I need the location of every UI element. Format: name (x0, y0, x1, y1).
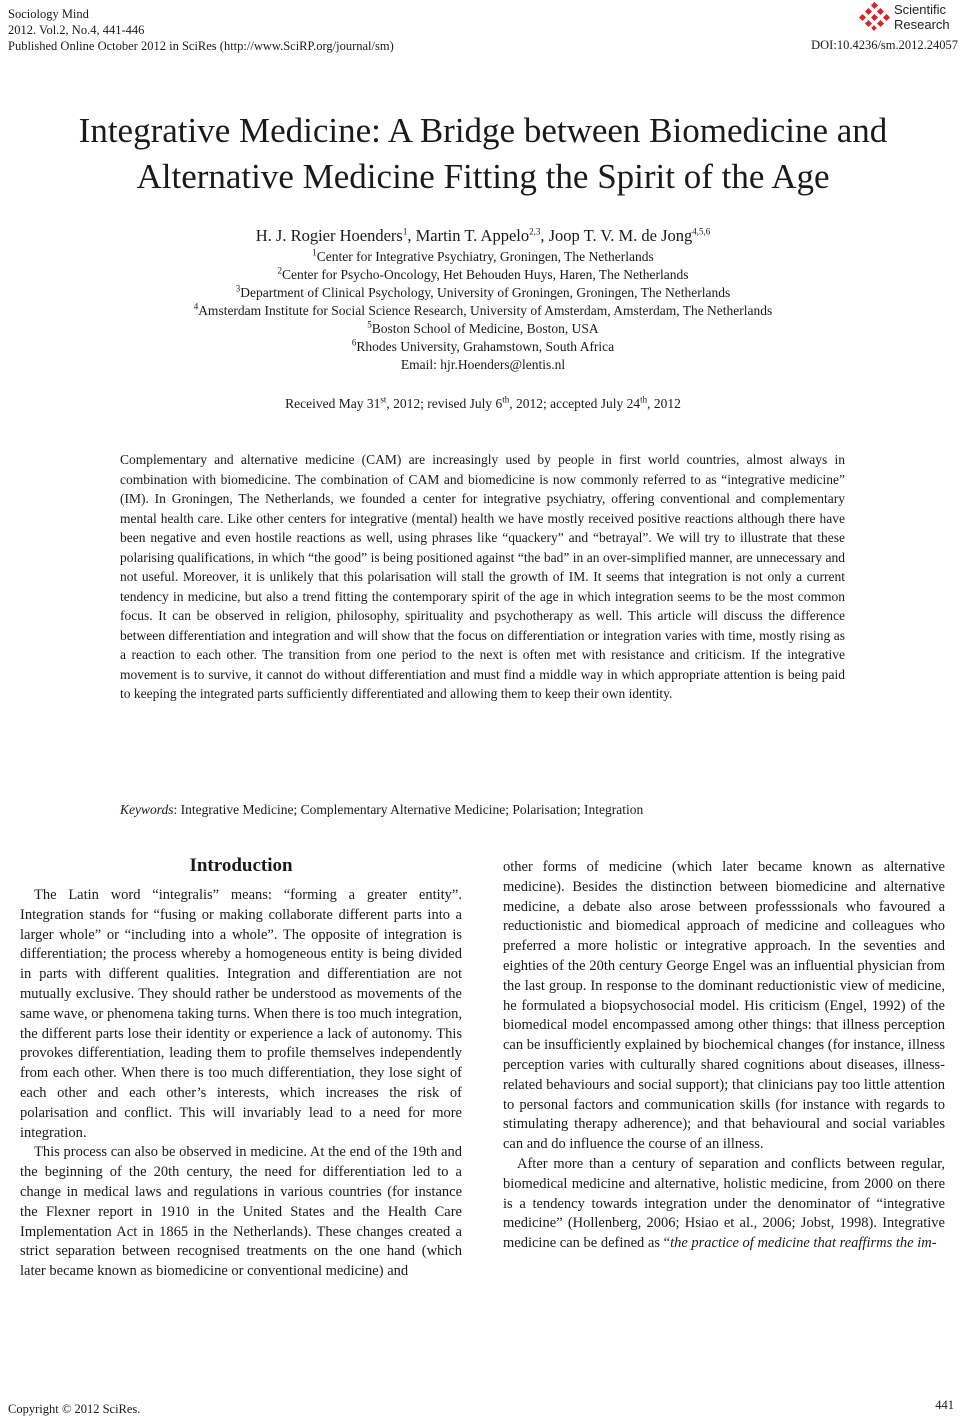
author-3-sup: 4,5,6 (692, 226, 711, 237)
affiliation-sup: 4 (193, 301, 199, 312)
paragraph-text: After more than a century of separation and conflicts between regular, biomedical medicine and alternative, holistic medicine, from 2000 on there is a tendency towards integration under the denominator of “integrative medicine” (Hollenberg, 2006; Hsiao et al., 2006; Jobst, 1998). Integrative medicine can be defined as “ (503, 1155, 945, 1252)
affiliation-text: Center for Integrative Psychiatry, Groningen, The Netherlands (316, 249, 654, 264)
title-line-2: Alternative Medicine Fitting the Spirit of the Age (136, 157, 830, 196)
journal-name: Sociology Mind (8, 7, 89, 21)
affiliation (0, 302, 966, 320)
received-sup: st (380, 394, 387, 405)
affiliation-sup: 3 (235, 283, 241, 294)
affiliation-sup: 6 (351, 337, 357, 348)
logo-line-2: Research (894, 17, 950, 32)
affiliation-text: Rhodes University, Grahamstown, South Africa (356, 339, 615, 354)
journal-header (8, 6, 394, 54)
keywords-list: : Integrative Medicine; Complementary Alternative Medicine; Polarisation; Integration (173, 802, 644, 817)
affiliation-text: Amsterdam Institute for Social Science Research, University of Amsterdam, Amsterdam, The Netherlands (198, 303, 773, 318)
affiliation-sup: 1 (312, 247, 317, 258)
accepted-year: , 2012 (647, 396, 681, 411)
journal-volume: 2012. Vol.2, No.4, 441-446 (8, 23, 145, 37)
right-column (503, 858, 945, 1254)
accepted-text: , 2012; accepted July 24 (509, 396, 641, 411)
affiliation-sup: 5 (367, 319, 372, 330)
affiliation-text: Department of Clinical Psychology, University of Groningen, Groningen, The Netherlands (240, 285, 731, 300)
affiliation-sup: 2 (277, 265, 283, 276)
left-column (20, 852, 462, 1282)
published-line: Published Online October 2012 in SciRes (http://www.SciRP.org/journal/sm) (8, 39, 394, 53)
keywords-label: Keywords (120, 802, 174, 817)
article-title (0, 108, 966, 200)
abstract: Complementary and alternative medicine (CAM) are increasingly used by people in first world countries, almost always in combination with biomedicine. The combination of CAM and biomedicine is now commonly referred to as “integrative medicine” (IM). In Groningen, The Netherlands, we founded a center for integrative psychiatry, offering conventional and complementary mental health care. Like other centers for integrative (mental) health we have mostly received positive reactions although there have been negative and even hostile reactions as well, using phrases like “quackery” and “betrayal”. We will try to illustrate that these polarising qualifications, in which “the good” is being positioned against “the bad” in an over-simplified manner, are unnecessary and not useful. Moreover, it is unlikely that this polarisation will stall the growth of IM. It seems that integration is not only a current tendency in medicine, but also a trend fitting the contemporary spirit of the age in which integration seems to be the most common focus. It can be observed in religion, philosophy, spirituality and psychotherapy as well. This article will discuss the difference between differentiation and integration and will show that the focus on differentiation or integration varies with time, mostly rising as a reaction to each other. The transition from one period to the next is often met with resistance and criticism. If the integrative movement is to survive, it cannot do without differentiation and must find a middle way in which appropriate attention is being paid to keeping the integrated parts sufficiently differentiated and allowing them to keep their own identity. (120, 452, 845, 701)
author-3: , Joop T. V. M. de Jong (540, 226, 693, 245)
received-text: Received May 31 (285, 396, 381, 411)
affiliation-text: Center for Psycho-Oncology, Het Behouden Huys, Haren, The Netherlands (282, 267, 689, 282)
affiliation (0, 266, 966, 284)
accepted-sup: th (640, 394, 648, 405)
affiliation (0, 284, 966, 302)
logo-line-1: Scientific (894, 2, 947, 17)
affiliation (0, 320, 966, 338)
doi: DOI:10.4236/sm.2012.24057 (811, 38, 958, 52)
section-title: Introduction (189, 855, 293, 876)
copyright: Copyright © 2012 SciRes. (8, 1402, 141, 1416)
author-1: H. J. Rogier Hoenders (255, 226, 403, 245)
affiliation (0, 338, 966, 356)
authors (0, 226, 966, 246)
affiliation-text: Boston School of Medicine, Boston, USA (371, 321, 599, 336)
revised-text: , 2012; revised July 6 (386, 396, 503, 411)
affiliation (0, 248, 966, 266)
scientific-research-logo (858, 2, 958, 36)
paragraph: other forms of medicine (which later became known as alternative medicine). Besides the distinction between biomedicine and alternative medicine, a debate also arose between professsionals who favoured a reductionistic and biomedical approach of medicine and colleagues who preferred a more holistic or integrative approach. In the seventies and eighties of the 20th century George Engel was an influential physician from the last group. In response to the dominant reductionistic view of medicine, he formulated a biopsychosocial model. His criticism (Engel, 1992) of the biomedical model encompassed among other things: that illness perception can be insufficiently explained by biochemical changes (for instance, illness perception varies with culturally shared cognitions about diseases, illness-related behaviours and social support); that clinicians pay too little attention to personal factors and communication skills (for instance with regards to stimulating therapy adherence); and that behavioural and social variables can and do influence the course of an illness. (503, 859, 945, 1153)
logo-diamond-icon (858, 2, 892, 32)
keywords (120, 802, 845, 818)
paragraph-italic: the practice of medicine that reaffirms the im- (670, 1235, 937, 1252)
revised-sup: th (502, 394, 510, 405)
received-dates (0, 396, 966, 412)
author-2-sup: 2,3 (529, 226, 541, 237)
author-2: , Martin T. Appelo (407, 226, 530, 245)
page-number: 441 (935, 1398, 954, 1412)
title-line-1: Integrative Medicine: A Bridge between Biomedicine and (78, 111, 888, 150)
paragraph (503, 1155, 945, 1254)
paragraph: This process can also be observed in medicine. At the end of the 19th and the beginning of the 20th century, the need for differentiation led to a change in medical laws and regulations in various countries (for instance the Flexner report in 1910 in the United States and the Health Care Implementation Act in 1865 in the Netherlands). These changes created a strict separation between recognised treatments on the one hand (which later became known as biomedicine or conventional medicine) and (20, 1144, 462, 1280)
email: Email: hjr.Hoenders@lentis.nl (400, 357, 566, 372)
author-1-sup: 1 (402, 226, 408, 237)
affiliations (0, 248, 966, 374)
paragraph: The Latin word “integralis” means: “forming a greater entity”. Integration stands for “fusing or making collaborate different parts into a larger whole” or “including into a whole”. The opposite of integration is differentiation; the process whereby a homogeneous entity is being divided in parts with different qualities. Integration and differentiation are not mutually exclusive. They should rather be understood as movements of the same wave, or phenomena taking turns. When there is too much integration, the different parts lose their identity or experience a lack of autonomy. This provokes differentiation, leading them to profile themselves independently from each other. When there is too much differentiation, they lose sight of each other and each other’s interests, which increases the risk of polarisation and conflict. This will invariably lead to a need for more integration. (20, 887, 462, 1141)
